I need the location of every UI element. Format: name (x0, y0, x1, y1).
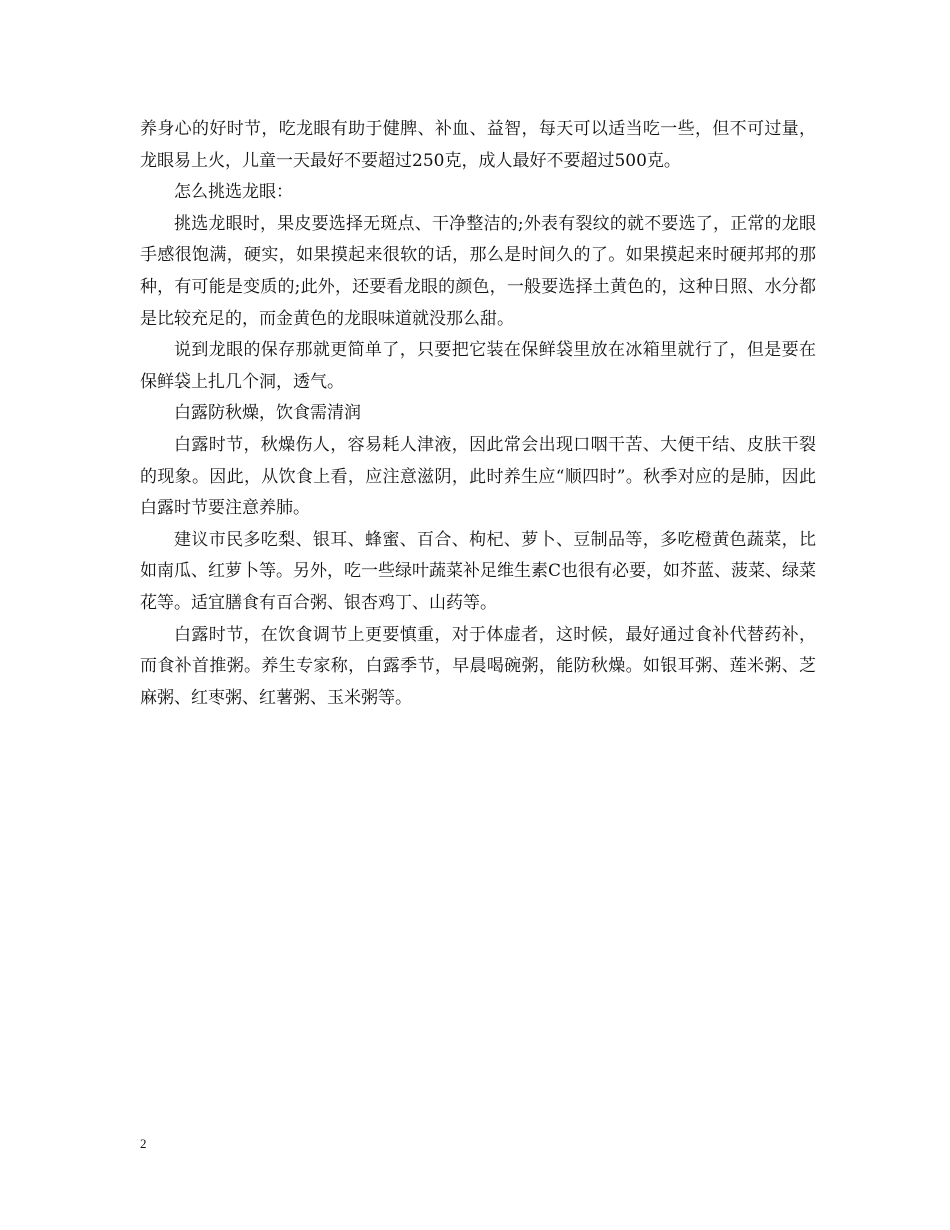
paragraph-bailu-heading: 白露防秋燥，饮食需清润 (174, 403, 361, 424)
paragraph-bailu-dryness: 白露时节，秋燥伤人，容易耗人津液，因此常会出现口咽干苦、大便干结、皮肤干裂的现象。因此，从饮食上看，应注意滋阴，此时养生应“顺四时”。秋季对应的是肺，因此白露时节要注意养肺。 (140, 434, 816, 519)
page-number: 2 (140, 1136, 147, 1151)
paragraph-choosing-longan: 挑选龙眼时，果皮要选择无斑点、干净整洁的;外表有裂纹的就不要选了，正常的龙眼手感很饱满，硬实，如果摸起来很软的话，那么是时间久的了。如果摸起来时硬邦邦的那种，有可能是变质的;此外，还要看龙眼的颜色，一般要选择土黄色的，这种日照、水分都是比较充足的，而金黄色的龙眼味道就没那么甜。 (140, 213, 816, 329)
paragraph-food-suggestions: 建议市民多吃梨、银耳、蜂蜜、百合、枸杞、萝卜、豆制品等，多吃橙黄色蔬菜，比如南瓜、红萝卜等。另外，吃一些绿叶蔬菜补足维生素C也很有必要，如芥蓝、菠菜、绿菜花等。适宜膳食有百合粥、银杏鸡丁、山药等。 (140, 529, 817, 613)
paragraph-storing-longan: 说到龙眼的保存那就更简单了，只要把它装在保鲜袋里放在冰箱里就行了，但是要在保鲜袋上扎几个洞，透气。 (140, 340, 816, 392)
page-body (140, 114, 816, 714)
paragraph-longan-intake: 养身心的好时节，吃龙眼有助于健脾、补血、益智，每天可以适当吃一些，但不可过量，龙眼易上火，儿童一天最好不要超过250克，成人最好不要超过500克。 (140, 119, 816, 171)
paragraph-how-to-choose-heading: 怎么挑选龙眼： (174, 182, 293, 203)
paragraph-porridge: 白露时节，在饮食调节上更要慎重，对于体虚者，这时候，最好通过食补代替药补，而食补首推粥。养生专家称，白露季节，早晨喝碗粥，能防秋燥。如银耳粥、莲米粥、芝麻粥、红枣粥、红薯粥、玉米粥等。 (140, 624, 816, 708)
